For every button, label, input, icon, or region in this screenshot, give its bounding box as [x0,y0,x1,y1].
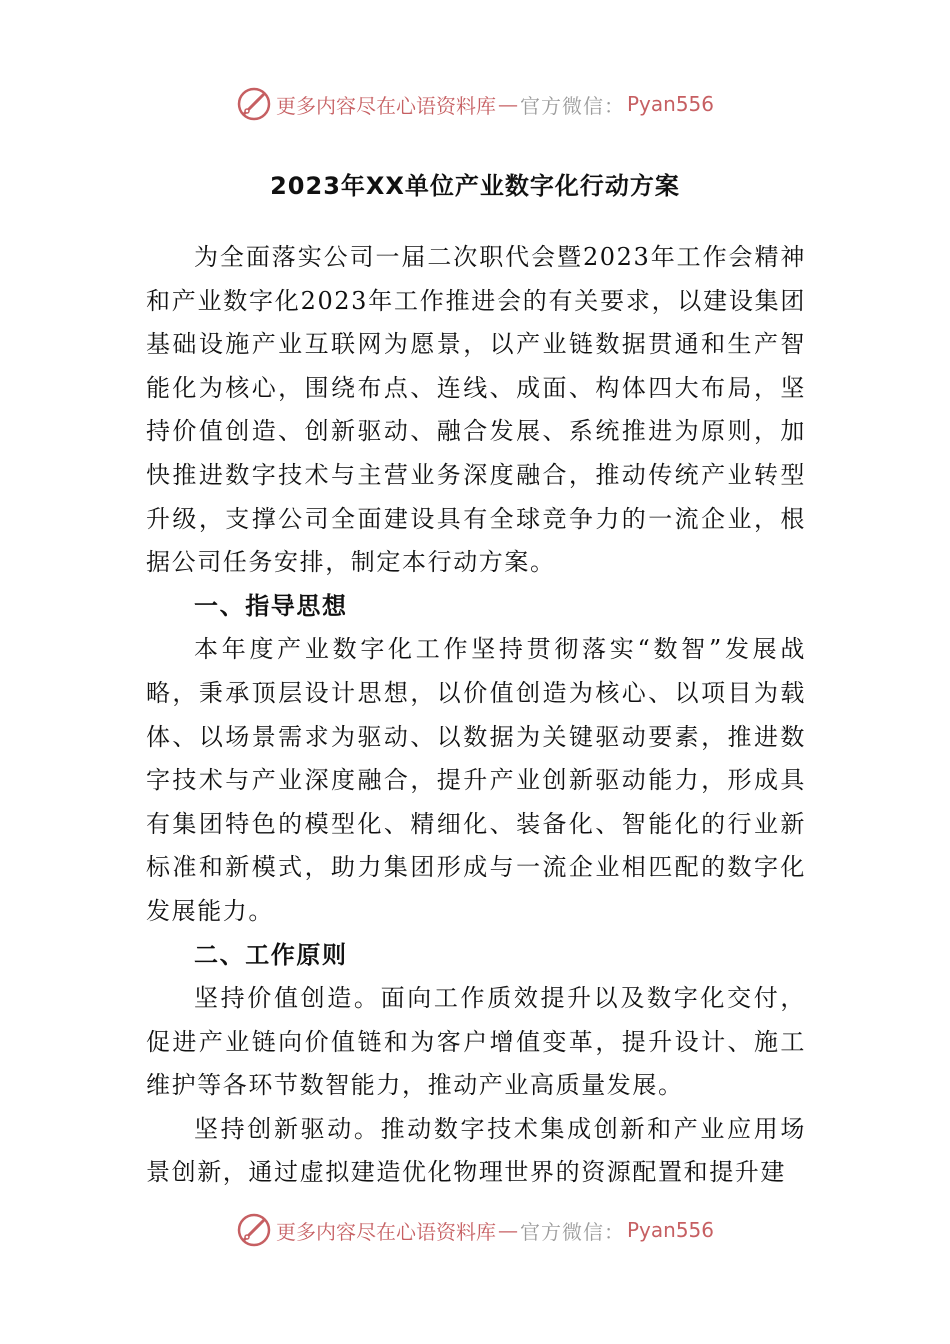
watermark-main-text: 更多内容尽在心语资料库 [275,93,496,118]
principle-value-paragraph: 坚持价值创造。面向工作质效提升以及数字化交付，促进产业链向价值链和为客户增值变革，提升设计、施工维护等各环节数智能力，推动产业高质量发展。 [146,984,806,1100]
watermark-dash: — [497,1218,518,1242]
quill-logo-icon [236,1212,272,1248]
watermark-sub-text: 官方微信： [519,93,625,118]
watermark-sub-text: 官方微信： [519,1219,625,1244]
intro-paragraph: 为全面落实公司一届二次职代会暨2023年工作会精神和产业数字化2023年工作推进会的有关要求，以建设集团基础设施产业互联网为愿景，以产业链数据贯通和生产智能化为核心，围绕布点、连线、成面、构体四大布局，坚持价值创造、创新驱动、融合发展、系统推进为原则，加快推进数字技术与主营业务深度融合，推动传统产业转型升级，支撑公司全面建设具有全球竞争力的一流企业，根据公司任务安排，制定本行动方案。 [146,243,806,577]
watermark-dash: — [497,92,518,116]
watermark-wechat-id: Pyan556 [626,1218,714,1242]
principle-innovation-paragraph: 坚持创新驱动。推动数字技术集成创新和产业应用场景创新，通过虚拟建造优化物理世界的资源配置和提升建 [146,1114,806,1187]
document-title: 2023年XX单位产业数字化行动方案 [270,172,680,200]
watermark-banner-bottom [0,1208,950,1252]
watermark-banner-top [0,82,950,126]
document-body [146,236,806,1195]
watermark-wechat-id: Pyan556 [626,92,714,116]
section-heading-work-principles: 二、工作原则 [194,940,348,969]
guiding-thought-paragraph: 本年度产业数字化工作坚持贯彻落实“数智”发展战略，秉承顶层设计思想，以价值创造为核心、以项目为载体、以场景需求为驱动、以数据为关键驱动要素，推进数字技术与产业深度融合，提升产业创新驱动能力，形成具有集团特色的模型化、精细化、装备化、智能化的行业新标准和新模式，助力集团形成与一流企业相匹配的数字化发展能力。 [146,635,806,925]
watermark-main-text: 更多内容尽在心语资料库 [275,1219,496,1244]
quill-logo-icon [236,86,272,122]
section-heading-guiding-thought: 一、指导思想 [194,591,348,620]
